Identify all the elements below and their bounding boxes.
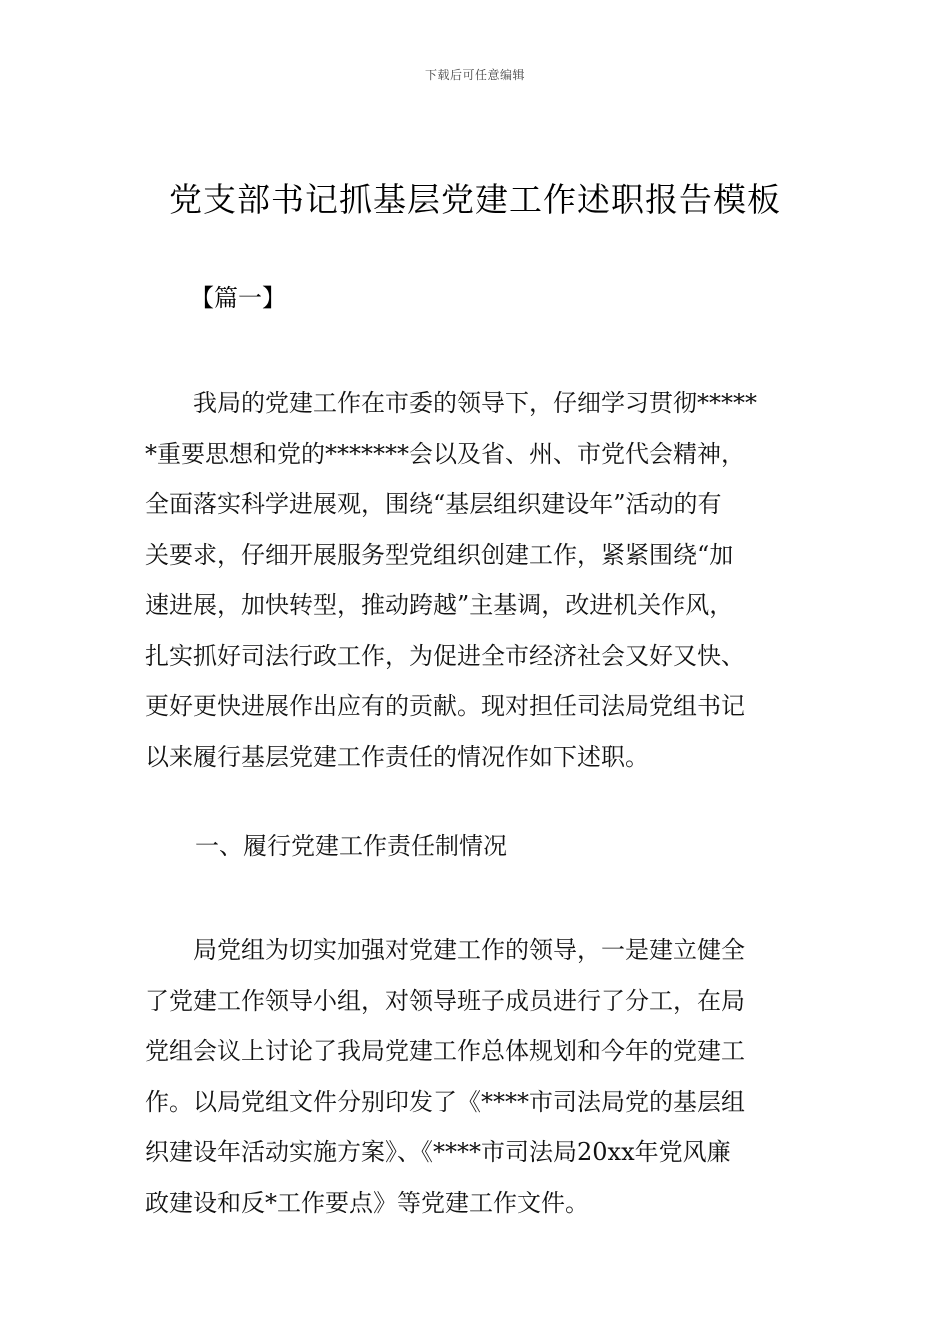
paragraph-line: 以来履行基层党建工作责任的情况作如下述职。 bbox=[145, 742, 649, 771]
section-tag: 【篇一】 bbox=[190, 284, 286, 312]
paragraph-line: 织建设年活动实施方案》、《****市司法局20xx年党风廉 bbox=[145, 1138, 731, 1166]
header-note: 下载后可任意编辑 bbox=[424, 68, 525, 82]
paragraph-line: *重要思想和党的*******会以及省、州、市党代会精神， bbox=[145, 439, 745, 468]
paragraph-line: 更好更快进展作出应有的贡献。现对担任司法局党组书记 bbox=[145, 692, 745, 720]
paragraph-1 bbox=[145, 378, 810, 782]
paragraph-line: 作。以局党组文件分别印发了《****市司法局党的基层组 bbox=[145, 1087, 745, 1116]
document-title: 党支部书记抓基层党建工作述职报告模板 bbox=[169, 180, 781, 219]
paragraph-line: 局党组为切实加强对党建工作的领导，一是建立健全 bbox=[145, 936, 745, 964]
paragraph-2 bbox=[145, 925, 810, 1228]
paragraph-line: 扎实抓好司法行政工作，为促进全市经济社会又好又快、 bbox=[145, 641, 745, 670]
paragraph-line: 速进展，加快转型，推动跨越”主基调，改进机关作风， bbox=[145, 591, 734, 619]
paragraph-line: 党组会议上讨论了我局党建工作总体规划和今年的党建工 bbox=[145, 1037, 745, 1065]
paragraph-line: 了党建工作领导小组，对领导班子成员进行了分工，在局 bbox=[145, 986, 745, 1015]
paragraph-line: 政建设和反*工作要点》等党建工作文件。 bbox=[145, 1188, 589, 1217]
paragraph-line: 全面落实科学进展观，围绕“基层组织建设年”活动的有 bbox=[145, 490, 722, 518]
section-heading-1: 一、履行党建工作责任制情况 bbox=[195, 832, 507, 860]
paragraph-line: 关要求，仔细开展服务型党组织创建工作，紧紧围绕“加 bbox=[145, 540, 734, 569]
paragraph-line: 我局的党建工作在市委的领导下，仔细学习贯彻***** bbox=[145, 389, 757, 417]
